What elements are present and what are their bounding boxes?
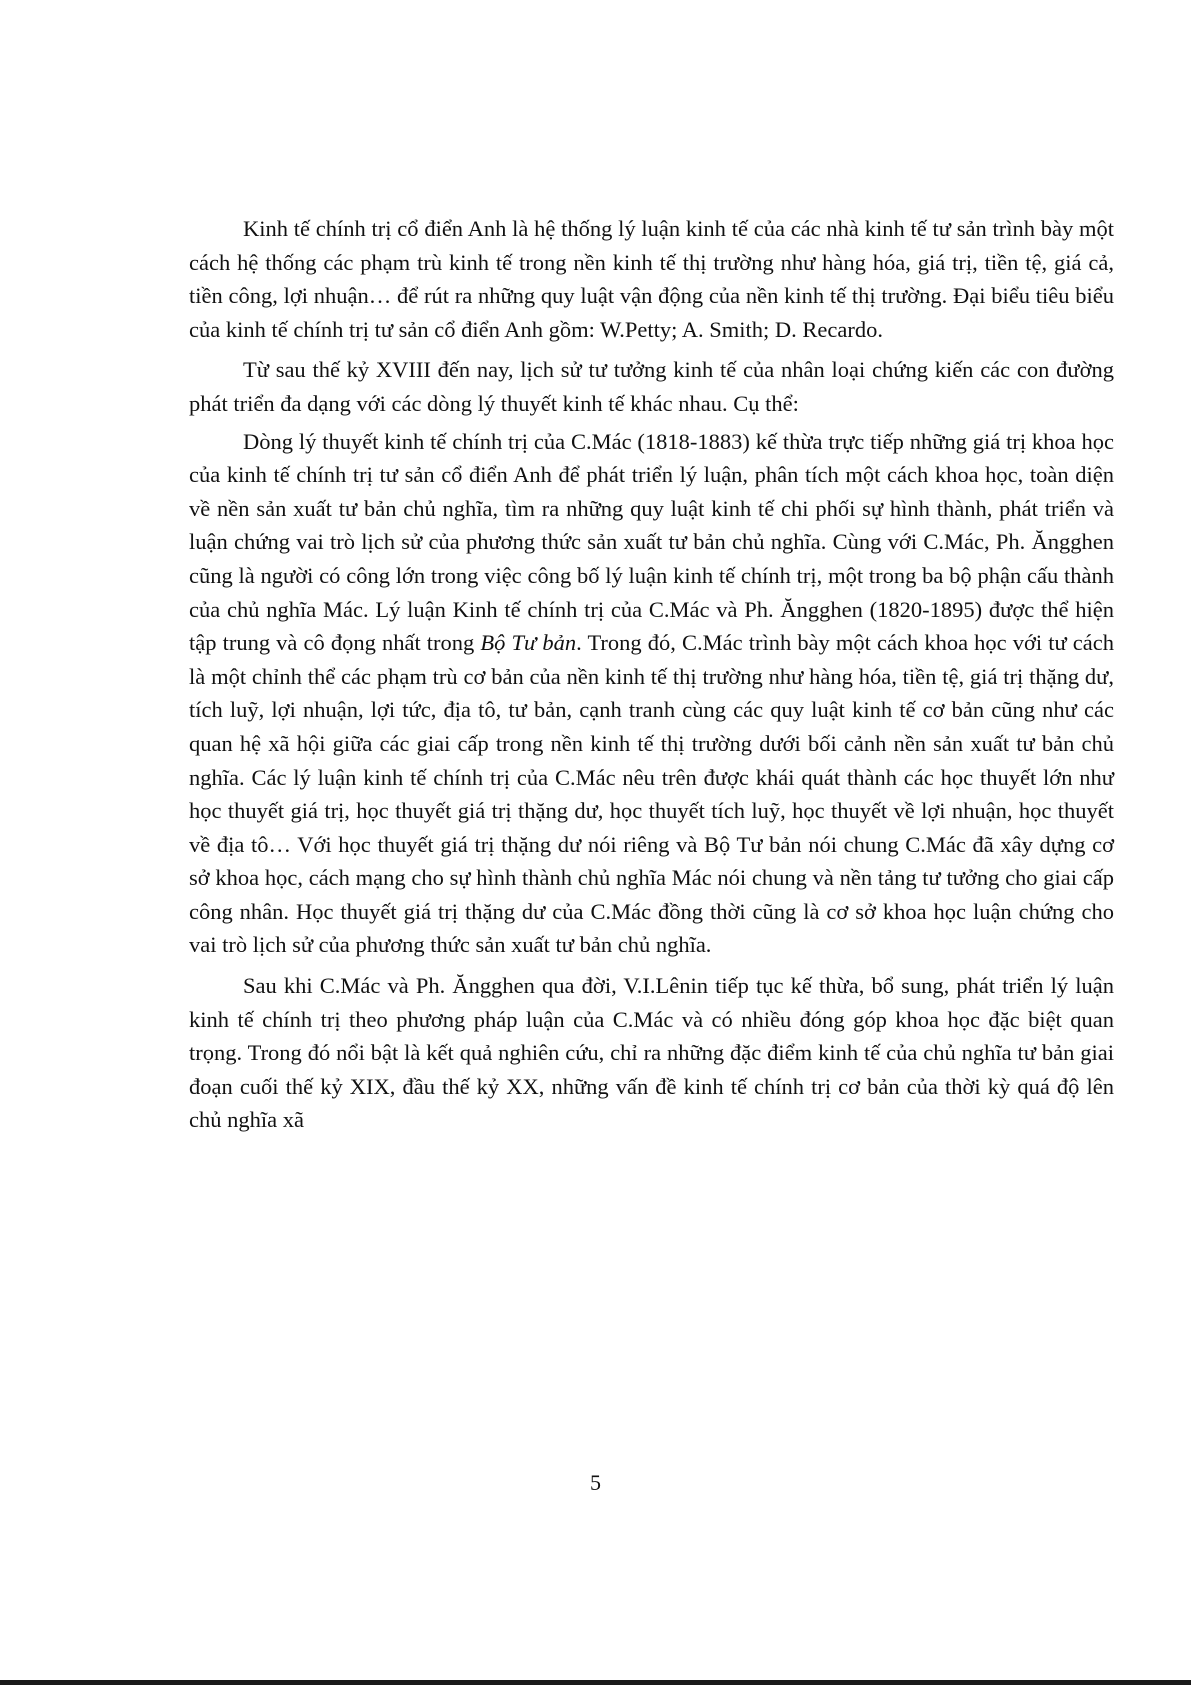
paragraph-classical-economics: Kinh tế chính trị cổ điển Anh là hệ thống lý luận kinh tế của các nhà kinh tế tư sản trình bày một cách hệ thống các phạm trù kinh tế trong nền kinh tế thị trường như hàng hóa, giá trị, tiền tệ, giá cả, tiền công, lợi nhuận… để rút ra những quy luật vận động của nền kinh tế thị trường. Đại biểu tiêu biểu của kinh tế chính trị tư sản cổ điển Anh gồm: W.Petty; A. Smith; D. Recardo. xyxy=(189,216,1114,342)
body-text xyxy=(189,212,1114,1137)
page-number: 5 xyxy=(590,1470,601,1495)
paragraph-marx-theory xyxy=(189,425,1114,963)
page-bottom-edge xyxy=(0,1680,1191,1685)
paragraph-economic-thought-history: Từ sau thế kỷ XVIII đến nay, lịch sử tư tưởng kinh tế của nhân loại chứng kiến các con đường phát triển đa dạng với các dòng lý thuyết kinh tế khác nhau. Cụ thể: xyxy=(189,357,1114,416)
paragraph-marx-text-before: Dòng lý thuyết kinh tế chính trị của C.Mác (1818-1883) kế thừa trực tiếp những giá trị khoa học của kinh tế chính trị tư sản cổ điển Anh để phát triển lý luận, phân tích một cách khoa học, toàn diện về nền sản xuất tư bản chủ nghĩa, tìm ra những quy luật kinh tế chi phối sự hình thành, phát triển và luận chứng vai trò lịch sử của phương thức sản xuất tư bản chủ nghĩa. Cùng với C.Mác, Ph. Ăngghen cũng là người có công lớn trong việc công bố lý luận kinh tế chính trị, một trong ba bộ phận cấu thành của chủ nghĩa Mác. Lý luận Kinh tế chính trị của C.Mác và Ph. Ăngghen (1820-1895) được thể hiện tập trung và cô đọng nhất trong xyxy=(189,428,1114,656)
paragraph-marx-text-after: . Trong đó, C.Mác trình bày một cách khoa học với tư cách là một chỉnh thể các phạm trù cơ bản của nền kinh tế thị trường như hàng hóa, tiền tệ, giá trị thặng dư, tích luỹ, lợi nhuận, lợi tức, địa tô, tư bản, cạnh tranh cùng các quy luật kinh tế cơ bản cũng như các quan hệ xã hội giữa các giai cấp trong nền kinh tế thị trường dưới bối cảnh nền sản xuất tư bản chủ nghĩa. Các lý luận kinh tế chính trị của C.Mác nêu trên được khái quát thành các học thuyết lớn như học thuyết giá trị, học thuyết giá trị thặng dư, học thuyết tích luỹ, học thuyết về lợi nhuận, học thuyết về địa tô… Với học thuyết giá trị thặng dư nói riêng và Bộ Tư bản nói chung C.Mác đã xây dựng cơ sở khoa học, cách mạng cho sự hình thành chủ nghĩa Mác nói chung và nền tảng tư tưởng cho giai cấp công nhân. Học thuyết giá trị thặng dư của C.Mác đồng thời cũng là cơ sở khoa học luận chứng cho vai trò lịch sử của phương thức sản xuất tư bản chủ nghĩa. xyxy=(189,630,1115,958)
paragraph-lenin-contribution: Sau khi C.Mác và Ph. Ăngghen qua đời, V.I.Lênin tiếp tục kế thừa, bổ sung, phát triển lý luận kinh tế chính trị theo phương pháp luận của C.Mác và có nhiều đóng góp khoa học đặc biệt quan trọng. Trong đó nổi bật là kết quả nghiên cứu, chỉ ra những đặc điểm kinh tế của chủ nghĩa tư bản giai đoạn cuối thế kỷ XIX, đầu thế kỷ XX, những vấn đề kinh tế chính trị cơ bản của thời kỳ quá độ lên chủ nghĩa xã xyxy=(189,973,1114,1133)
book-title-das-kapital: Bộ Tư bản xyxy=(480,630,577,656)
